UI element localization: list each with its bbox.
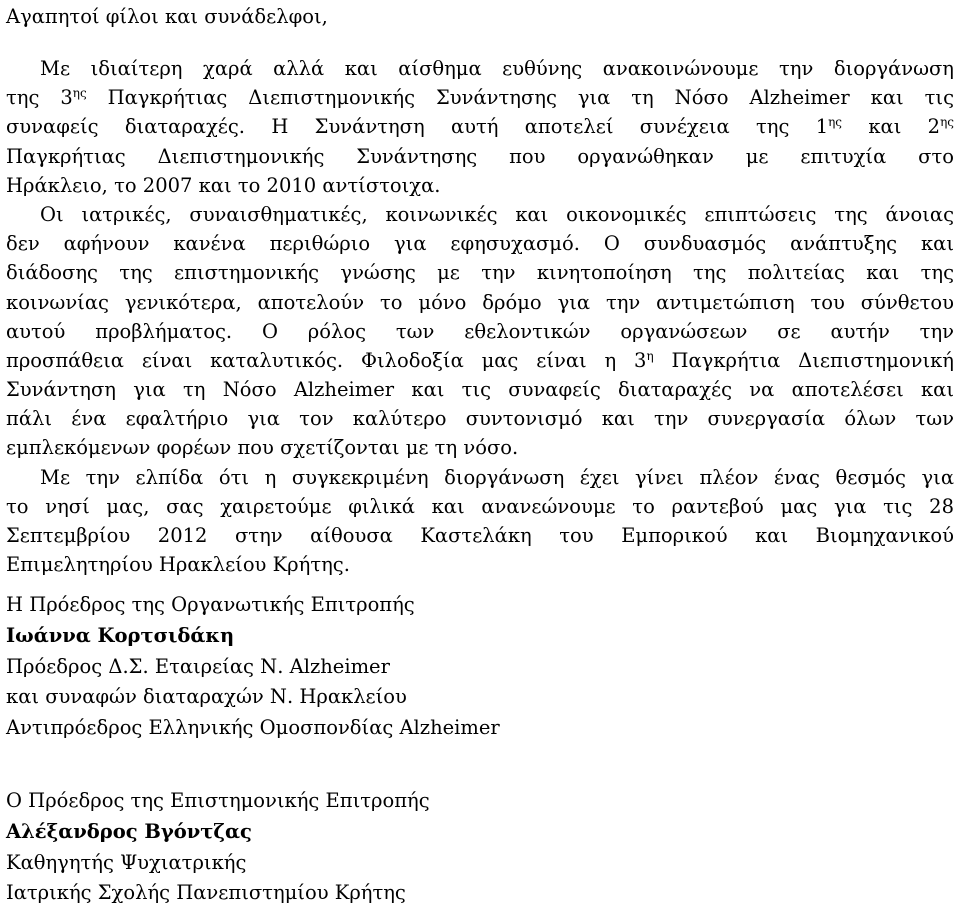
- text-line: Επιμελητηρίου Ηρακλείου Κρήτης.: [6, 553, 350, 577]
- signature-organizing-committee: [6, 590, 500, 744]
- signature-name: Αλέξανδρος Βγόντζας: [6, 819, 252, 843]
- ordinal-suffix: ης: [940, 115, 954, 130]
- text-line: Με ιδιαίτερη χαρά αλλά και αίσθημα ευθύνης ανακοινώνουμε την διοργάνωση: [40, 57, 954, 80]
- text-line: Συνάντηση για τη Νόσο Alzheimer και τις συναφείς διαταραχές να αποτελέσει και: [6, 378, 954, 402]
- paragraph-impact: [6, 200, 954, 463]
- letter-body: [6, 0, 954, 579]
- text-line: της $3^{\eta\varsigma}$ Παγκρήτιας Διεπιστημονικής Συνάντησης για τη Νόσο Alzheimer και τις: [6, 86, 954, 110]
- text-line: Με την ελπίδα ότι η συγκεκριμένη διοργάνωση έχει γίνει πλέον ένας θεσμός για: [40, 465, 954, 489]
- text-line: κοινωνίας γενικότερα, αποτελούν το μόνο δρόμο για την αντιμετώπιση του σύνθετου: [6, 290, 954, 314]
- signature-scientific-committee: [6, 786, 430, 909]
- ordinal-suffix: ης: [72, 86, 87, 101]
- signature-title: Πρόεδρος Δ.Σ. Εταιρείας Ν. Alzheimer: [6, 654, 390, 678]
- text-line: διάδοσης της επιστημονικής γνώσης με την κινητοποίηση της πολιτείας και της: [6, 261, 954, 285]
- text-line: συναφείς διαταραχές. Η Συνάντηση αυτή αποτελεί συνέχεια της $1^{\eta\varsigma}$ και $2^{\eta\varsigma}$: [6, 115, 954, 139]
- text-line: δεν αφήνουν κανένα περιθώριο για εφησυχασμό. Ο συνδυασμός ανάπτυξης και: [6, 232, 954, 256]
- salutation: Αγαπητοί φίλοι και συνάδελφοι,: [6, 5, 328, 28]
- ordinal-suffix: η: [646, 348, 654, 363]
- signature-role: Ο Πρόεδρος της Επιστημονικής Επιτροπής: [6, 789, 430, 812]
- text-line: Οι ιατρικές, συναισθηματικές, κοινωνικές και οικονομικές επιπτώσεις της άνοιας: [40, 202, 954, 226]
- paragraph-announcement: [6, 54, 954, 200]
- text-line: το νησί μας, σας χαιρετούμε φιλικά και ανανεώνουμε το ραντεβού μας για τις 28: [6, 494, 954, 518]
- text-line: πάλι ένα εφαλτήριο για τον καλύτερο συντονισμό και την συνεργασία όλων των: [6, 407, 954, 431]
- signature-title: και συναφών διαταραχών Ν. Ηρακλείου: [6, 685, 407, 709]
- signature-name: Ιωάννα Κορτσιδάκη: [6, 623, 235, 647]
- paragraph-invitation: [6, 463, 954, 580]
- signature-title: Ιατρικής Σχολής Πανεπιστημίου Κρήτης: [6, 881, 406, 905]
- signature-role: Η Πρόεδρος της Οργανωτικής Επιτροπής: [6, 593, 415, 616]
- text-line: προσπάθεια είναι καταλυτικός. Φιλοδοξία μας είναι η $3^\eta$ Παγκρήτια Διεπιστημονική: [6, 348, 954, 372]
- text-line: Σεπτεμβρίου 2012 στην αίθουσα Καστελάκη του Εμπορικού και Βιομηχανικού: [6, 524, 954, 547]
- text-line: αυτού προβλήματος. Ο ρόλος των εθελοντικών οργανώσεων σε αυτήν την: [6, 319, 954, 343]
- ordinal-suffix: ης: [828, 115, 843, 130]
- text-line: Παγκρήτιας Διεπιστημονικής Συνάντησης που οργανώθηκαν με επιτυχία στο: [6, 144, 954, 168]
- text-line: Ηράκλειο, το 2007 και το 2010 αντίστοιχα.: [6, 173, 441, 197]
- text-line: εμπλεκόμενων φορέων που σχετίζονται με τη νόσο.: [6, 436, 519, 460]
- signature-title: Αντιπρόεδρος Ελληνικής Ομοσπονδίας Alzheimer: [6, 716, 500, 740]
- signature-title: Καθηγητής Ψυχιατρικής: [6, 850, 247, 874]
